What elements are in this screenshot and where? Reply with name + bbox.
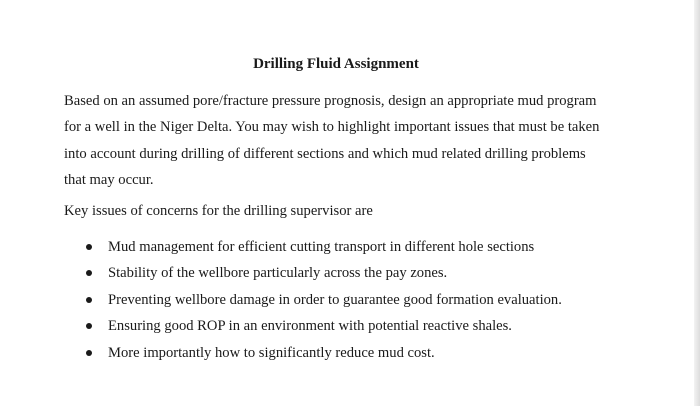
list-item-text: Stability of the wellbore particularly across the pay zones. <box>108 265 448 282</box>
list-item-text: Mud management for efficient cutting transport in different hole sections <box>108 239 535 255</box>
bullet-icon <box>86 270 92 276</box>
list-item <box>82 234 642 260</box>
list-item <box>82 287 642 313</box>
document-title: Drilling Fluid Assignment <box>253 56 419 72</box>
bullet-icon <box>86 350 92 356</box>
page-edge <box>694 0 700 406</box>
bullet-icon <box>86 323 92 329</box>
bullet-icon <box>86 244 92 250</box>
assignment-description: Based on an assumed pore/fracture pressure prognosis, design an appropriate mud program for a well in the Niger Delta. You may wish to highlight important issues that must be taken into account during drilling of different sections and which mud related drilling problems that may occur. <box>64 93 600 188</box>
bullet-icon <box>86 297 92 303</box>
list-item <box>82 340 642 366</box>
list-item-text: Preventing wellbore damage in order to guarantee good formation evaluation. <box>108 291 562 308</box>
list-item <box>82 313 642 339</box>
list-item <box>82 260 642 286</box>
list-item-text: More importantly how to significantly reduce mud cost. <box>108 344 435 361</box>
key-issues-intro: Key issues of concerns for the drilling supervisor are <box>64 203 373 219</box>
key-issues-list <box>82 234 642 366</box>
list-item-text: Ensuring good ROP in an environment with potential reactive shales. <box>108 318 512 335</box>
